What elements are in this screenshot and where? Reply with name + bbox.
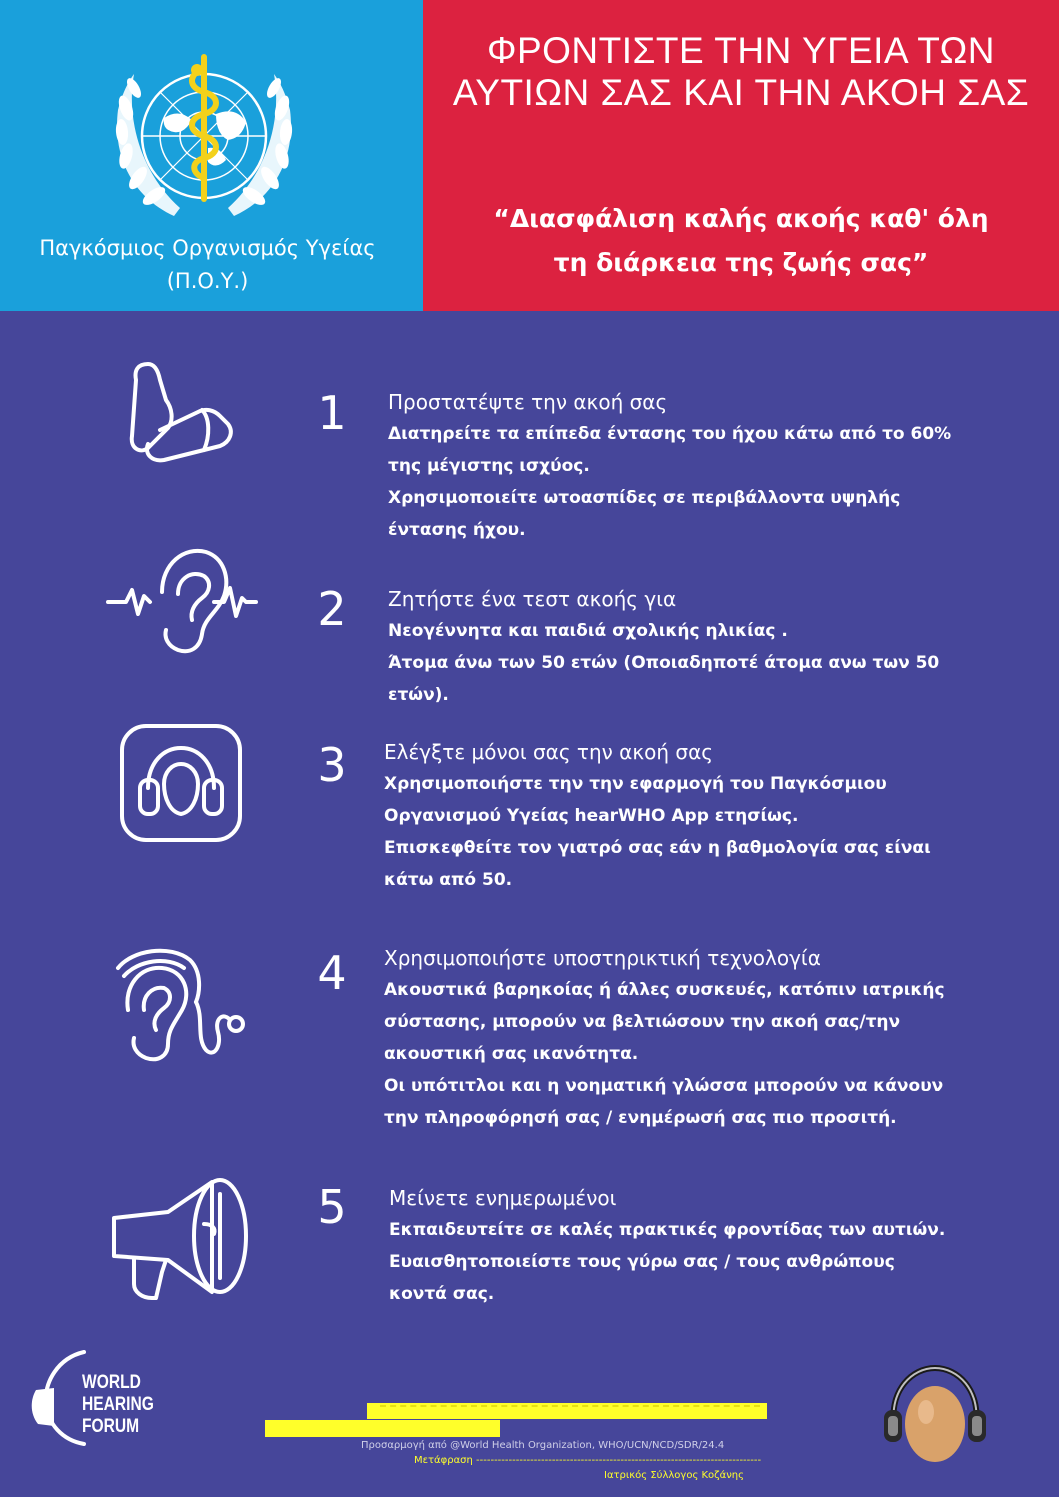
step-4-line-5: την πληροφόρησή σας / ενημέρωσή σας πιο προσιτή. bbox=[384, 1108, 897, 1128]
whf-line-1: WORLD bbox=[82, 1372, 141, 1393]
whf-line-3: FORUM bbox=[82, 1416, 140, 1437]
step-3-line-3: Επισκεφθείτε τον γιατρό σας εάν η βαθμολογία σας είναι bbox=[384, 838, 931, 858]
step-3-line-2: Οργανισμού Υγείας hearWHO App ετησίως. bbox=[384, 806, 799, 826]
step-5-line-2: Ευαισθητοποιείστε τους γύρω σας / τους ανθρώπους bbox=[389, 1252, 895, 1272]
egg-headphones-image bbox=[880, 1360, 990, 1470]
step-4-line-3: ακουστική σας ικανότητα. bbox=[384, 1044, 639, 1064]
organization-name-line1: Παγκόσμιος Οργανισμός Υγείας bbox=[39, 236, 376, 260]
page-title-line1: ΦΡΟΝΤΙΣΤΕ ΤΗΝ ΥΓΕΙΑ ΤΩΝ bbox=[486, 30, 996, 71]
credit-medical-society: Ιατρικός Σύλλογος Κοζάνης bbox=[604, 1470, 744, 1481]
step-4-heading: Χρησιμοποιήστε υποστηρικτική τεχνολογία bbox=[384, 946, 821, 970]
step-2-line-1: Νεογέννητα και παιδιά σχολικής ηλικίας . bbox=[388, 621, 788, 641]
page-title-line2: ΑΥΤΙΩΝ ΣΑΣ ΚΑΙ ΤΗΝ ΑΚΟΗ ΣΑΣ bbox=[452, 72, 1030, 113]
step-3-line-1: Χρησιμοποιήστε την την εφαρμογή του Παγκόσμιου bbox=[384, 774, 887, 794]
step-4-number: 4 bbox=[317, 946, 347, 1000]
step-1-line-2: της μέγιστης ισχύος. bbox=[388, 456, 590, 476]
organization-name-line2: (Π.Ο.Υ.) bbox=[166, 269, 249, 293]
step-4-line-2: σύστασης, μπορούν να βελτιώσουν την ακοή σας/την bbox=[384, 1012, 901, 1032]
megaphone-icon bbox=[108, 1168, 252, 1308]
whf-line-2: HEARING bbox=[82, 1394, 154, 1415]
step-2-line-3: ετών). bbox=[388, 685, 449, 705]
step-1-text bbox=[388, 386, 951, 546]
step-1-number: 1 bbox=[317, 386, 347, 440]
step-5-line-3: κοντά σας. bbox=[389, 1284, 495, 1304]
who-emblem-icon bbox=[104, 48, 304, 228]
step-1-line-3: Χρησιμοποιείτε ωτοασπίδες σε περιβάλλοντα υψηλής bbox=[388, 488, 901, 508]
step-2-line-2: Άτομα άνω των 50 ετών (Οποιαδηποτέ άτομα ανω των 50 bbox=[388, 653, 940, 673]
step-4-line-4: Οι υπότιτλοι και η νοηματική γλώσσα μπορούν να κάνουν bbox=[384, 1076, 944, 1096]
page-subtitle-line2: τη διάρκεια της ζωής σας” bbox=[553, 248, 929, 277]
step-3-line-4: κάτω από 50. bbox=[384, 870, 513, 890]
step-4-text bbox=[384, 942, 945, 1134]
step-2-number: 2 bbox=[317, 582, 347, 636]
step-5-number: 5 bbox=[317, 1180, 347, 1234]
page-subtitle bbox=[423, 197, 1059, 285]
step-3-heading: Ελέγξτε μόνοι σας την ακοή σας bbox=[384, 740, 714, 764]
step-1-line-4: έντασης ήχου. bbox=[388, 520, 526, 540]
step-3-text bbox=[384, 736, 931, 896]
step-1-line-1: Διατηρείτε τα επίπεδα έντασης του ήχου κάτω από το 60% bbox=[388, 424, 952, 444]
world-hearing-forum-wordmark bbox=[82, 1372, 154, 1438]
step-2-heading: Ζητήστε ένα τεστ ακοής για bbox=[388, 587, 677, 611]
credit-adapted-from: Προσαρμογή από @World Health Organization, WHO/UCN/NCD/SDR/24.4 bbox=[361, 1440, 725, 1451]
earplugs-icon bbox=[124, 356, 240, 466]
ear-waveform-icon bbox=[106, 540, 258, 658]
page-subtitle-line1: “Διασφάλιση καλής ακοής καθ' όλη bbox=[493, 204, 989, 233]
step-5-text bbox=[389, 1182, 945, 1310]
credit-translation: Μετάφραση ------------------------------------------------------------------------------- bbox=[414, 1455, 762, 1466]
organization-name bbox=[0, 232, 415, 298]
step-4-line-1: Ακουστικά βαρηκοίας ή άλλες συσκευές, κατόπιν ιατρικής bbox=[384, 980, 945, 1000]
headphones-app-icon bbox=[118, 722, 244, 844]
step-2-text bbox=[388, 583, 939, 711]
highlight-bar bbox=[265, 1420, 500, 1437]
step-1-heading: Προστατέψτε την ακοή σας bbox=[388, 390, 668, 414]
hearing-aid-icon bbox=[110, 946, 250, 1064]
step-5-line-1: Εκπαιδευτείτε σε καλές πρακτικές φροντίδας των αυτιών. bbox=[389, 1220, 946, 1240]
page-title bbox=[423, 30, 1059, 114]
dashed-line bbox=[380, 1405, 760, 1415]
step-3-number: 3 bbox=[317, 738, 347, 792]
step-5-heading: Μείνετε ενημερωμένοι bbox=[389, 1186, 617, 1210]
